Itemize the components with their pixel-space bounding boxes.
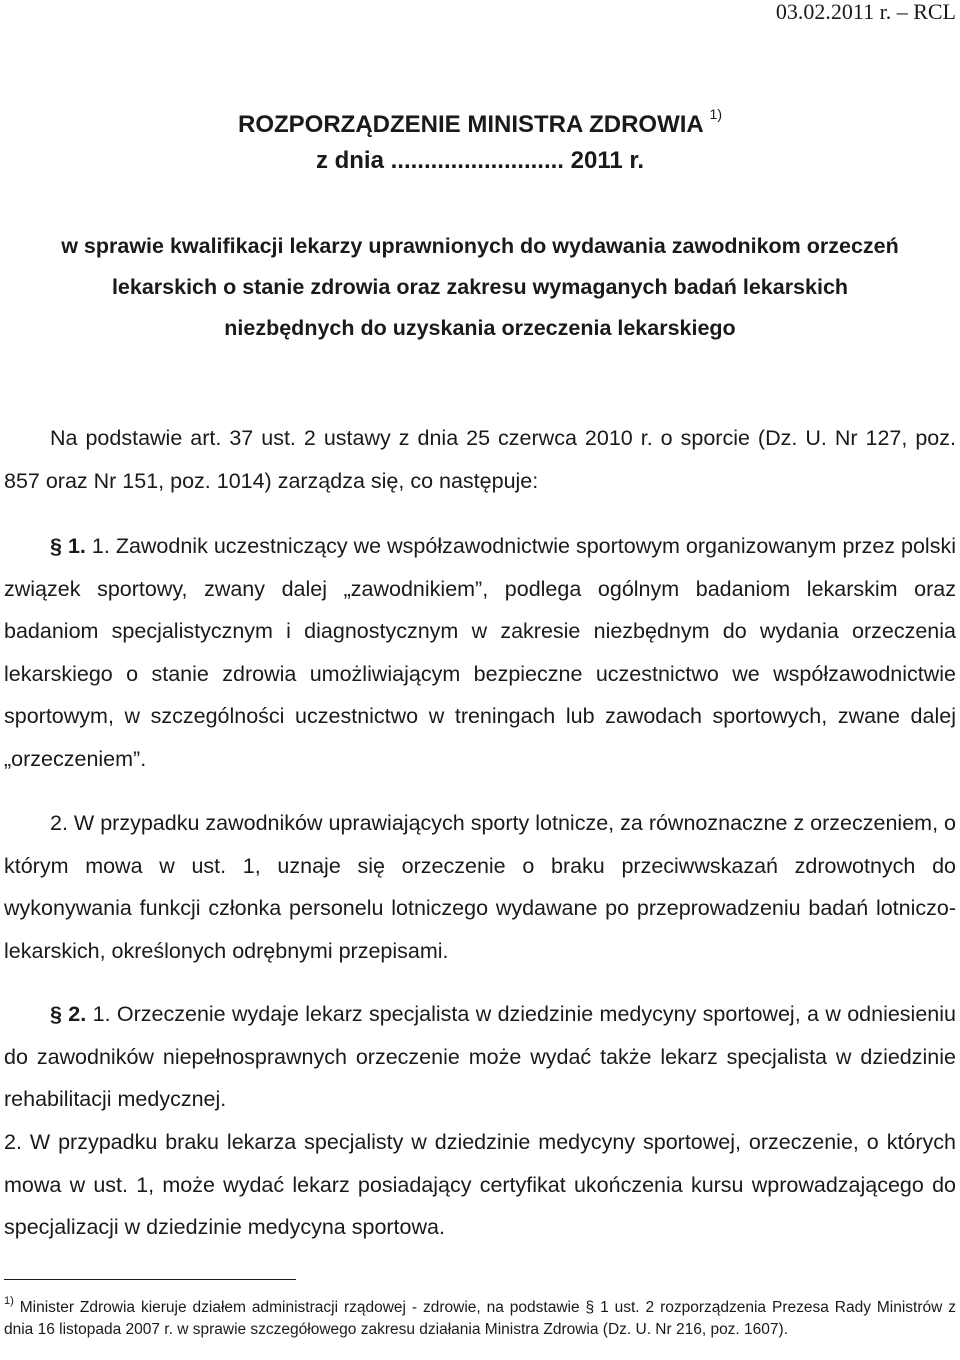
section-1-p2-block (4, 802, 956, 972)
section-2-p1-block (4, 993, 956, 1121)
section-1-paragraph-1 (4, 525, 956, 780)
subject-line-3: niezbędnych do uzyskania orzeczenia lekarskiego (224, 316, 736, 340)
date-stamp: 03.02.2011 r. – RCL (775, 0, 956, 24)
section-1-paragraph-2: 2. W przypadku zawodników uprawiających sporty lotnicze, za równoznaczne z orzeczeniem, o którym mowa w ust. 1, uznaje się orzeczenie o braku przeciwwskazań zdrowotnych do wykonywania funkcji członka personelu lotniczego wydawane po przeprowadzeniu badań lotniczo-lekarskich, określonych odrębnymi przepisami. (4, 811, 956, 963)
section-2-p1-text: 1. Orzeczenie wydaje lekarz specjalista w dziedzinie medycyny sportowej, a w odniesieniu do zawodników niepełnosprawnych orzeczenie może wydać także lekarz specjalista w dziedzinie rehabilitacji medycznej. (4, 1002, 956, 1111)
section-1-p1-block (4, 525, 956, 780)
preamble: Na podstawie art. 37 ust. 2 ustawy z dnia 25 czerwca 2010 r. o sporcie (Dz. U. Nr 127, poz. 857 oraz Nr 151, poz. 1014) zarządza się, co następuje: (4, 426, 956, 493)
title-line-1 (0, 100, 960, 143)
subject-line-1: w sprawie kwalifikacji lekarzy uprawnionych do wydawania zawodnikom orzeczeń (61, 234, 899, 258)
section-2-p2-block (4, 1121, 956, 1249)
footnote-text: Minister Zdrowia kieruje działem administracji rządowej - zdrowie, na podstawie § 1 ust. 2 rozporządzenia Prezesa Rady Ministrów z dnia 16 listopada 2007 r. w sprawie szczegółowego zakresu działania Ministra Zdrowia (Dz. U. Nr 216, poz. 1607). (4, 1299, 957, 1338)
footnote (4, 1293, 956, 1340)
title-date-line: z dnia .......................... 2011 r. (315, 147, 645, 174)
document-title (0, 100, 960, 179)
title-footnote-ref: 1) (709, 106, 722, 122)
document-subject (0, 226, 960, 349)
section-2-paragraph-1 (4, 993, 956, 1121)
subject-line-2: lekarskich o stanie zdrowia oraz zakresu wymaganych badań lekarskich (111, 275, 849, 299)
footnote-separator (4, 1279, 296, 1280)
title-text: ROZPORZĄDZENIE MINISTRA ZDROWIA (238, 111, 703, 138)
preamble-block (4, 417, 956, 502)
section-1-label: § 1. (50, 534, 86, 558)
section-1-p1-text: 1. Zawodnik uczestniczący we współzawodnictwie sportowym organizowanym przez polski związek sportowy, zwany dalej „zawodnikiem”, podlega ogólnym badaniom lekarskim oraz badaniom specjalistycznym i diagnostycznym w zakresie niezbędnym do wydania orzeczenia lekarskiego o stanie zdrowia umożliwiającym bezpieczne uczestnictwo we współzawodnictwie sportowym, w szczególności uczestnictwo w treningach lub zawodach sportowych, zwane dalej „orzeczeniem”. (4, 534, 956, 771)
section-2-paragraph-2: 2. W przypadku braku lekarza specjalisty w dziedzinie medycyny sportowej, orzeczenie, o których mowa w ust. 1, może wydać lekarz posiadający certyfikat ukończenia kursu wprowadzającego do specjalizacji w dziedzinie medycyna sportowa. (4, 1130, 956, 1239)
footnote-marker: 1) (4, 1295, 14, 1307)
section-2-label: § 2. (50, 1002, 87, 1026)
